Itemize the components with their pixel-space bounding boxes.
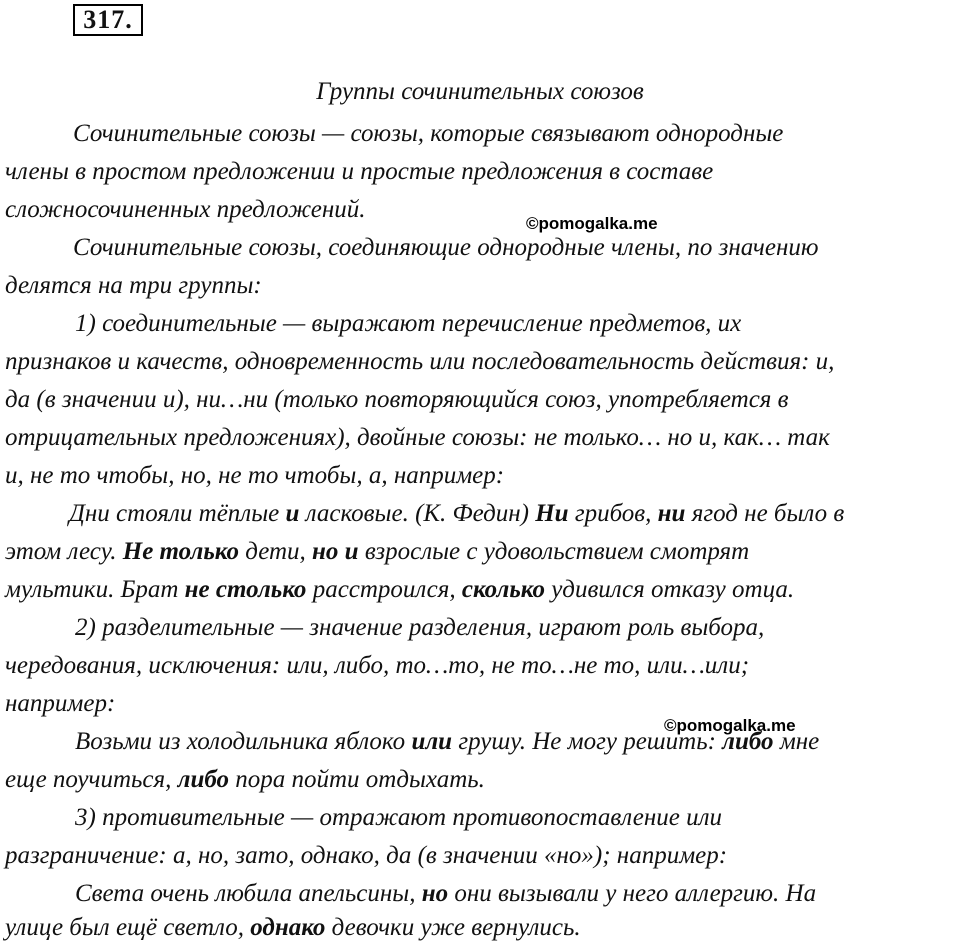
example-1-line-2: этом лесу. Не только дети, но и взрослые с удовольствием смотрят [5,538,750,565]
task-number: 317. [73,4,143,36]
text-line-11: 2) разделительные — значение разделения, играют роль выбора, [75,614,765,641]
text-line-6: 1) соединительные — выражают перечисление предметов, их [75,310,742,337]
example-3-line-2: улице был ещё светло, однако девочки уже вернулись. [5,914,581,941]
text-line-1: Сочинительные союзы — союзы, которые связывают однородные [73,120,784,147]
text-line-5: делятся на три группы: [5,272,262,299]
text-line-3: сложносочиненных предложений. [5,196,366,223]
example-2-line-2: еще поучиться, либо пора пойти отдыхать. [5,766,485,793]
text-line-15: разграничение: а, но, зато, однако, да (в значении «но»); например: [5,842,728,869]
text-line-13: например: [5,690,116,717]
example-2-line-1: Возьми из холодильника яблоко или грушу. Не могу решить: либо мне [75,728,820,755]
text-line-7: признаков и качеств, одновременность или последовательность действия: и, [5,348,835,375]
example-1-line-1: Дни стояли тёплые и ласковые. (К. Федин) Ни грибов, ни ягод не было в [69,500,845,527]
section-title: Группы сочинительных союзов [316,78,644,105]
text-line-12: чередования, исключения: или, либо, то…то, не то…не то, или…или; [5,652,750,679]
example-3-line-1: Света очень любила апельсины, но они вызывали у него аллергию. На [75,880,817,907]
text-line-14: 3) противительные — отражают противопоставление или [75,804,723,831]
watermark-1: ©pomogalka.me [526,214,658,233]
text-line-9: отрицательных предложениях), двойные союзы: не только… но и, как… так [5,424,830,451]
example-1-line-3: мультики. Брат не столько расстроился, сколько удивился отказу отца. [5,576,795,603]
text-line-2: члены в простом предложении и простые предложения в составе [5,158,714,185]
watermark-2: ©pomogalka.me [664,716,796,735]
text-line-8: да (в значении и), ни…ни (только повторяющийся союз, употребляется в [5,386,789,413]
text-line-4: Сочинительные союзы, соединяющие однородные члены, по значению [73,234,819,261]
text-line-10: и, не то чтобы, но, не то чтобы, а, например: [5,462,505,489]
